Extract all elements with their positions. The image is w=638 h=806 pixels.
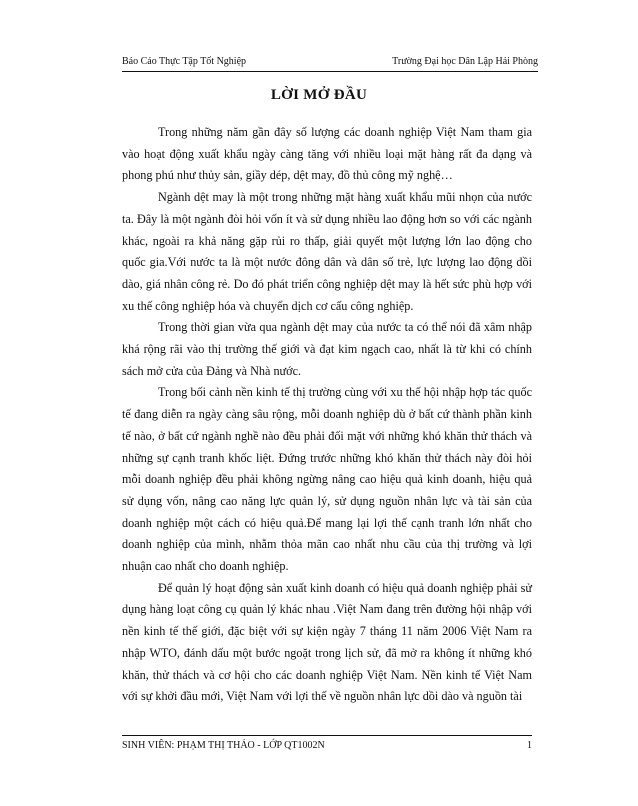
footer-student-info: SINH VIÊN: PHẠM THỊ THẢO - LỚP QT1002N	[122, 740, 325, 751]
page-number: 1	[527, 740, 532, 751]
paragraph: Trong bối cảnh nền kinh tế thị trường cùng với xu thế hội nhập hợp tác quốc tế đang diễn ra ngày càng sâu rộng, mỗi doanh nghiệp dù ở bất cứ thành phần kinh tế nào, ở bất cứ ngành nghề nào đều phải đối mặt với những khó khăn thử thách và những sự cạnh tranh khốc liệt. Đứng trước những khó khăn thử thách này đòi hỏi mỗi doanh nghiệp đều phải không ngừng nâng cao hiệu quả kinh doanh, hiệu quả sử dụng vốn, nâng cao năng lực quản lý, sử dụng nguồn nhân lực và tài sản của doanh nghiệp một cách có hiệu quả.Để mang lại lợi thế cạnh tranh lớn nhất cho doanh nghiệp của mình, nhằm thỏa mãn cao nhất nhu cầu của thị trường và lợi nhuận cao nhất cho doanh nghiệp.	[122, 385, 532, 574]
document-body	[122, 122, 532, 708]
page-title: LỜI MỞ ĐẦU	[270, 87, 368, 103]
page-header	[122, 56, 538, 72]
paragraph: Để quản lý hoạt động sản xuất kinh doanh có hiệu quả doanh nghiệp phải sử dụng hàng loạt công cụ quản lý khác nhau .Việt Nam đang trên đường hội nhập với nền kinh tế thế giới, đặc biệt với sự kiện ngày 7 tháng 11 năm 2006 Việt Nam ra nhập WTO, đánh dấu một bước ngoặt trong lịch sử, đã mở ra không ít những khó khăn, thử thách và cơ hội cho các doanh nghiệp Việt Nam. Nền kinh tế Việt Nam với sự khởi đầu mới, Việt Nam với lợi thế về nguồn nhân lực dồi dào và nguồn tài	[122, 580, 532, 704]
header-report-title: Báo Cáo Thực Tập Tốt Nghiệp	[122, 56, 247, 67]
paragraph: Trong thời gian vừa qua ngành dệt may của nước ta có thể nói đã xâm nhập khá rộng rãi vào thị trường thế giới và đạt kim ngạch cao, nhất là từ khi có chính sách mở cửa của Đảng và Nhà nước.	[122, 320, 532, 378]
paragraph: Trong những năm gần đây số lượng các doanh nghiệp Việt Nam tham gia vào hoạt động xuất khẩu ngày càng tăng với nhiều loại mặt hàng rất đa dạng và phong phú như thủy sản, giầy dép, dệt may, đồ thủ công mỹ nghệ…	[122, 125, 532, 183]
page-footer	[122, 735, 532, 751]
paragraph: Ngành dệt may là một trong những mặt hàng xuất khẩu mũi nhọn của nước ta. Đây là một ngành đòi hỏi vốn ít và sử dụng nhiều lao động hơn so với các ngành khác, ngoài ra khả năng gặp rủi ro thấp, giải quyết một lượng lớn lao động cho quốc gia.Với nước ta là một nước đông dân và dân số trẻ, lực lượng lao động dồi dào, giá nhân công rẻ. Do đó phát triển công nghiệp dệt may là hết sức phù hợp với xu thế công nghiệp hóa và chuyển dịch cơ cấu công nghiệp.	[122, 190, 532, 313]
header-university: Trường Đại học Dân Lập Hải Phòng	[392, 56, 538, 67]
